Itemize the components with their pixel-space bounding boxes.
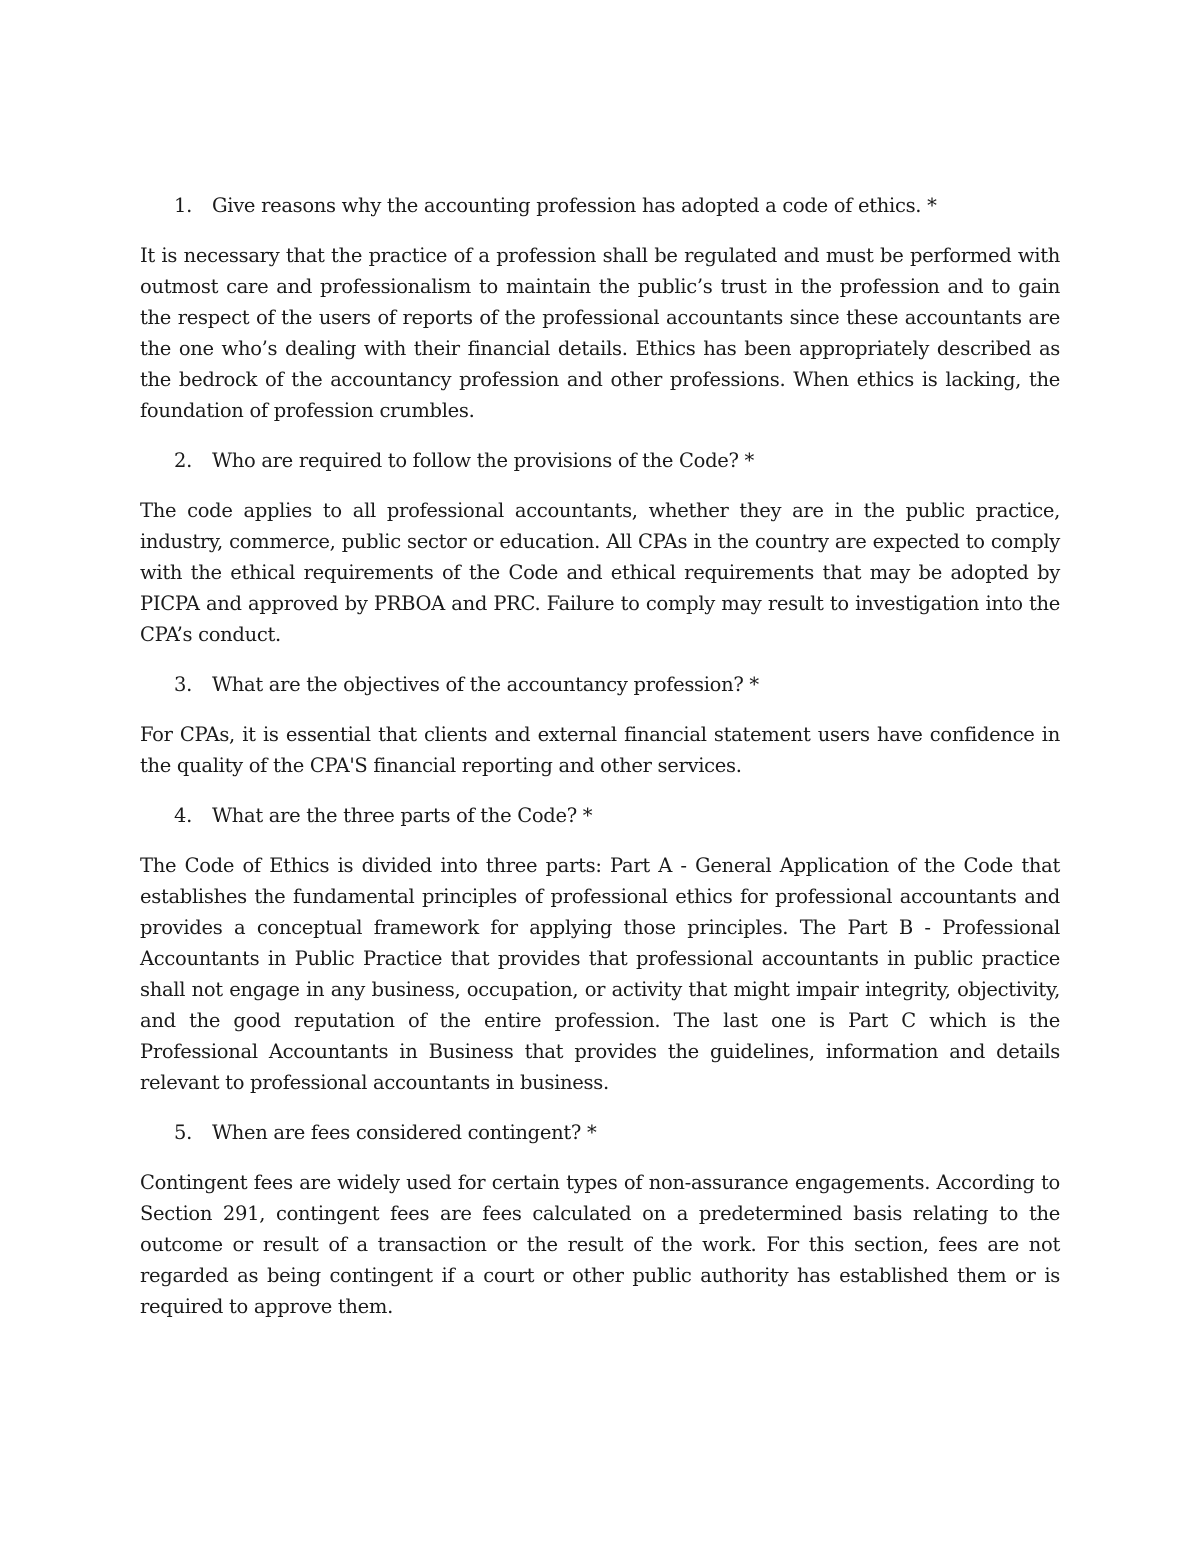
question-number: 2. bbox=[174, 449, 193, 472]
question-5 bbox=[174, 1117, 1060, 1148]
question-2 bbox=[174, 445, 1060, 476]
qa-item-2 bbox=[140, 445, 1060, 650]
answer-2: The code applies to all professional accountants, whether they are in the public practice, industry, commerce, public sector or education. All CPAs in the country are expected to comply with the ethical requirements of the Code and ethical requirements that may be adopted by PICPA and approved by PRBOA and PRC. Failure to comply may result to investigation into the CPA’s conduct. bbox=[140, 499, 1060, 646]
question-number: 3. bbox=[174, 673, 193, 696]
question-4 bbox=[174, 800, 1060, 831]
question-3 bbox=[174, 669, 1060, 700]
question-number: 1. bbox=[174, 194, 193, 217]
qa-item-1 bbox=[140, 190, 1060, 426]
qa-item-4 bbox=[140, 800, 1060, 1098]
document-page bbox=[140, 190, 1060, 1341]
question-number: 4. bbox=[174, 804, 193, 827]
qa-item-5 bbox=[140, 1117, 1060, 1322]
question-text: What are the objectives of the accountancy profession? * bbox=[212, 673, 759, 696]
qa-item-3 bbox=[140, 669, 1060, 781]
question-text: What are the three parts of the Code? * bbox=[212, 804, 593, 827]
answer-1: It is necessary that the practice of a profession shall be regulated and must be performed with outmost care and professionalism to maintain the public’s trust in the profession and to gain the respect of the users of reports of the professional accountants since these accountants are the one who’s dealing with their financial details. Ethics has been appropriately described as the bedrock of the accountancy profession and other professions. When ethics is lacking, the foundation of profession crumbles. bbox=[140, 244, 1060, 422]
answer-4: The Code of Ethics is divided into three parts: Part A - General Application of the Code that establishes the fundamental principles of professional ethics for professional accountants and provides a conceptual framework for applying those principles. The Part B - Professional Accountants in Public Practice that provides that professional accountants in public practice shall not engage in any business, occupation, or activity that might impair integrity, objectivity, and the good reputation of the entire profession. The last one is Part C which is the Professional Accountants in Business that provides the guidelines, information and details relevant to professional accountants in business. bbox=[140, 854, 1060, 1094]
question-text: When are fees considered contingent? * bbox=[212, 1121, 597, 1144]
answer-3: For CPAs, it is essential that clients and external financial statement users have confidence in the quality of the CPA'S financial reporting and other services. bbox=[140, 723, 1060, 777]
question-number: 5. bbox=[174, 1121, 193, 1144]
question-text: Who are required to follow the provisions of the Code? * bbox=[212, 449, 754, 472]
answer-5: Contingent fees are widely used for certain types of non-assurance engagements. According to Section 291, contingent fees are fees calculated on a predetermined basis relating to the outcome or result of a transaction or the result of the work. For this section, fees are not regarded as being contingent if a court or other public authority has established them or is required to approve them. bbox=[140, 1171, 1060, 1318]
question-1 bbox=[174, 190, 1060, 221]
question-text: Give reasons why the accounting profession has adopted a code of ethics. * bbox=[212, 194, 937, 217]
